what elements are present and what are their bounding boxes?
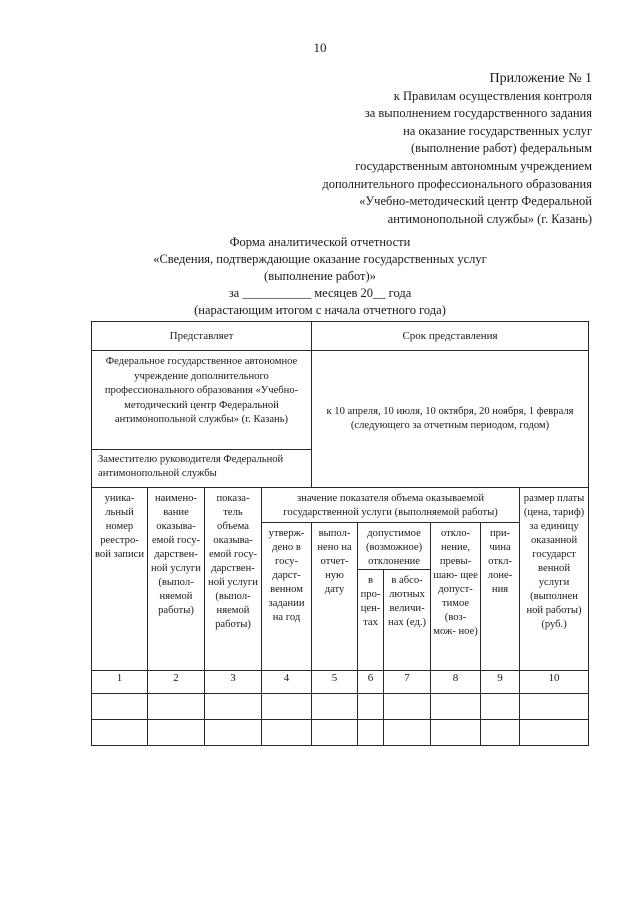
col-header-allowed-deviation: допустимое (возможное) отклонение (358, 523, 431, 570)
page-number: 10 (313, 40, 327, 55)
col-number: 6 (358, 671, 384, 694)
col-number: 8 (431, 671, 481, 694)
appendix-line: «Учебно-методический центр Федеральной (359, 194, 592, 209)
col-header-approved: утверж- дено в госу- дарст- венном задании на год (262, 523, 312, 671)
form-title (0, 234, 640, 319)
col-header-absolute: в абсо- лютных величи- нах (ед.) (384, 570, 431, 671)
appendix-line: антимонопольной службы» (г. Казань) (387, 211, 592, 226)
appendix-line: (выполнение работ) федеральным (411, 141, 592, 156)
deadline-header: Срок представления (312, 322, 589, 351)
col-header-fee: размер платы (цена, тариф) за единицу оказанной государст венной услуги (выполнен ной работы) (руб.) (520, 488, 589, 671)
col-header-percent: в про- цен- тах (358, 570, 384, 671)
report-table (91, 321, 589, 746)
appendix-line: государственным автономным учреждением (355, 158, 592, 173)
col-number: 2 (148, 671, 205, 694)
col-number: 10 (520, 671, 589, 694)
issuer-cell: Федеральное государственное автономное учреждение дополнительного профессионального образования «Учебно-методический центр Федеральной антимонопольной службы» (г. Казань) (92, 351, 312, 450)
form-title-line: Форма аналитической отчетности (229, 235, 411, 249)
appendix-line: дополнительного профессионального образования (322, 176, 592, 191)
appendix-header (322, 70, 592, 228)
col-header-volume-value-group: значение показателя объема оказываемой государственной услуги (выполняемой работы) (262, 488, 520, 523)
appendix-line: Приложение № 1 (489, 71, 592, 86)
col-number: 4 (262, 671, 312, 694)
col-header-service-name: наимено- вание оказыва- емой госу- дарствен- ной услуги (выпол- няемой работы) (148, 488, 205, 671)
appendix-line: на оказание государственных услуг (403, 123, 592, 138)
form-title-line: (нарастающим итогом с начала отчетного года) (194, 303, 446, 317)
form-title-line: «Сведения, подтверждающие оказание государственных услуг (153, 252, 487, 266)
form-title-line: (выполнение работ)» (264, 269, 376, 283)
form-title-line: за ___________ месяцев 20__ года (228, 286, 412, 300)
col-number: 9 (481, 671, 520, 694)
col-header-completed: выпол- нено на отчет- ную дату (312, 523, 358, 671)
appendix-line: за выполнением государственного задания (364, 106, 592, 121)
col-header-volume-indicator: показа- тель объема оказыва- емой госу- дарствен- ной услуги (выпол- няемой работы) (205, 488, 262, 671)
col-header-deviation-reason: при- чина откл- лоне- ния (481, 523, 520, 671)
deadline-cell: к 10 апреля, 10 июля, 10 октября, 20 ноября, 1 февраля (следующего за отчетным периодом, годом) (312, 351, 589, 488)
table-row (92, 694, 589, 720)
appendix-line: к Правилам осуществления контроля (393, 88, 592, 103)
recipient-cell: Заместителю руководителя Федеральной антимонопольной службы (92, 450, 312, 488)
col-number: 1 (92, 671, 148, 694)
col-number: 7 (384, 671, 431, 694)
col-header-registry-number: уника- льный номер реестро- вой записи (92, 488, 148, 671)
col-number: 3 (205, 671, 262, 694)
submits-header: Представляет (92, 322, 312, 351)
col-header-excess-deviation: откло- нение, превы- шаю- щее допуст- тимое (воз- мож- ное) (431, 523, 481, 671)
table-row (92, 720, 589, 746)
col-number: 5 (312, 671, 358, 694)
